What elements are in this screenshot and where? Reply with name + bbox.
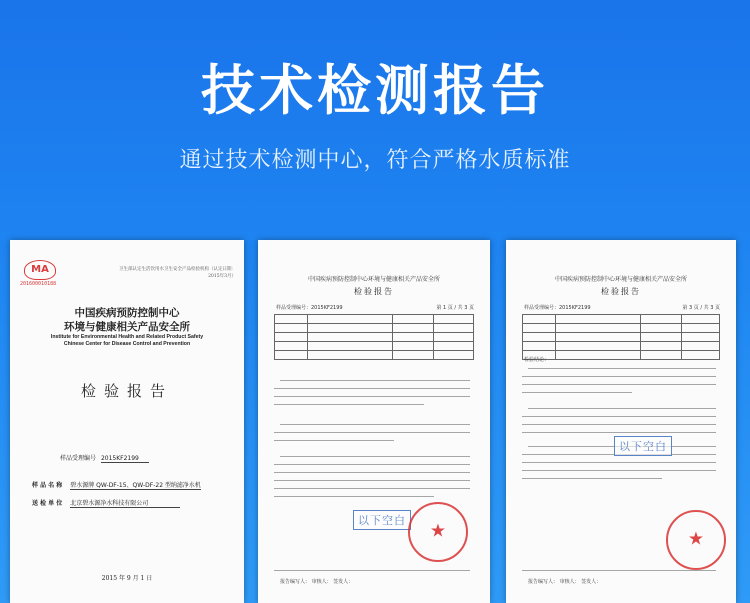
report-title: 检验报告 (80, 382, 173, 400)
page3-info-table (522, 314, 720, 360)
report-inner-page-3 (506, 240, 736, 603)
submitter-value: 北京碧水源净水科技有限公司 (70, 498, 180, 508)
submitter-row (32, 498, 232, 508)
submitter-label: 送 检 单 位 (32, 500, 63, 507)
text-line (274, 496, 434, 497)
sample-id-value: 2015KF2199 (101, 455, 149, 463)
page2-header: 中国疾病预防控制中心环境与健康相关产品安全所 (307, 276, 440, 283)
report-inner-page-1 (258, 240, 490, 603)
text-line (274, 488, 470, 489)
org-name-en-line1: Institute for Environmental Health and Related Product Safety (50, 334, 204, 340)
text-line (528, 408, 716, 409)
blank-below-label: 以下空白 (614, 436, 672, 456)
text-line (522, 470, 716, 471)
sample-id-label: 样品受理编号 (60, 455, 97, 462)
page2-sample-no: 样品受理编号：2015KF2199 (276, 305, 343, 311)
org-name-cn-line1: 中国疾病预防控制中心 (74, 307, 180, 319)
text-line (274, 480, 470, 481)
text-line (274, 388, 470, 389)
sample-name-value: 碧水源牌 QW-DF-15、QW-DF-22 型纳滤净水机 (70, 482, 201, 489)
text-line (274, 396, 470, 397)
page2-info-table (274, 314, 474, 360)
page-title: 技术检测报告 (201, 59, 549, 122)
text-line (528, 368, 716, 369)
text-line (274, 440, 394, 441)
org-name-en (10, 334, 244, 348)
org-name-en-line2: Chinese Center for Disease Control and Prevention (63, 341, 191, 347)
cover-date: 2015 年 9 月 1 日 (101, 575, 153, 582)
cover-note: 卫生部认定生活饮用水卫生安全产品检验机构（认定日期：2015年3月） (119, 267, 236, 279)
page3-title: 检验报告 (601, 287, 641, 296)
official-seal (666, 510, 726, 570)
text-line (522, 392, 632, 393)
text-line (522, 384, 716, 385)
page3-sample-no: 样品受理编号：2015KF2199 (524, 305, 591, 311)
page3-page-no: 第 3 页 / 共 3 页 (682, 305, 720, 311)
divider (522, 570, 716, 571)
page2-title: 检验报告 (354, 287, 394, 296)
text-line (522, 424, 716, 425)
blank-below-label: 以下空白 (353, 510, 411, 530)
sample-id-row (60, 453, 149, 463)
page2-page-no: 第 1 页 / 共 3 页 (436, 305, 474, 311)
org-name-cn (10, 306, 244, 334)
text-line (280, 424, 470, 425)
text-line (274, 472, 470, 473)
text-line (522, 462, 716, 463)
text-line (522, 416, 716, 417)
text-line (522, 376, 716, 377)
text-line (522, 432, 716, 433)
page-subtitle: 通过技术检测中心，符合严格水质标准 (179, 148, 571, 173)
official-seal (408, 502, 468, 562)
text-line (274, 432, 470, 433)
text-line (274, 464, 470, 465)
org-name-cn-line2: 环境与健康相关产品安全所 (64, 321, 190, 333)
page3-section-label: 检验结论： (524, 357, 550, 363)
report-cover-page (10, 240, 244, 603)
divider (274, 570, 470, 571)
text-line (522, 478, 662, 479)
text-line (280, 456, 470, 457)
page3-header: 中国疾病预防控制中心环境与健康相关产品安全所 (554, 276, 687, 283)
ma-cert-code: 201600010188 (20, 281, 57, 287)
page3-signatures: 报告编写人： 审核人： 签发人： (528, 579, 602, 585)
text-line (280, 380, 470, 381)
text-line (274, 404, 424, 405)
ma-cert-logo: MA (24, 260, 56, 280)
page2-signatures: 报告编写人： 审核人： 签发人： (280, 579, 354, 585)
sample-name-label: 样 品 名 称 (32, 482, 63, 489)
sample-name-row (32, 480, 232, 490)
